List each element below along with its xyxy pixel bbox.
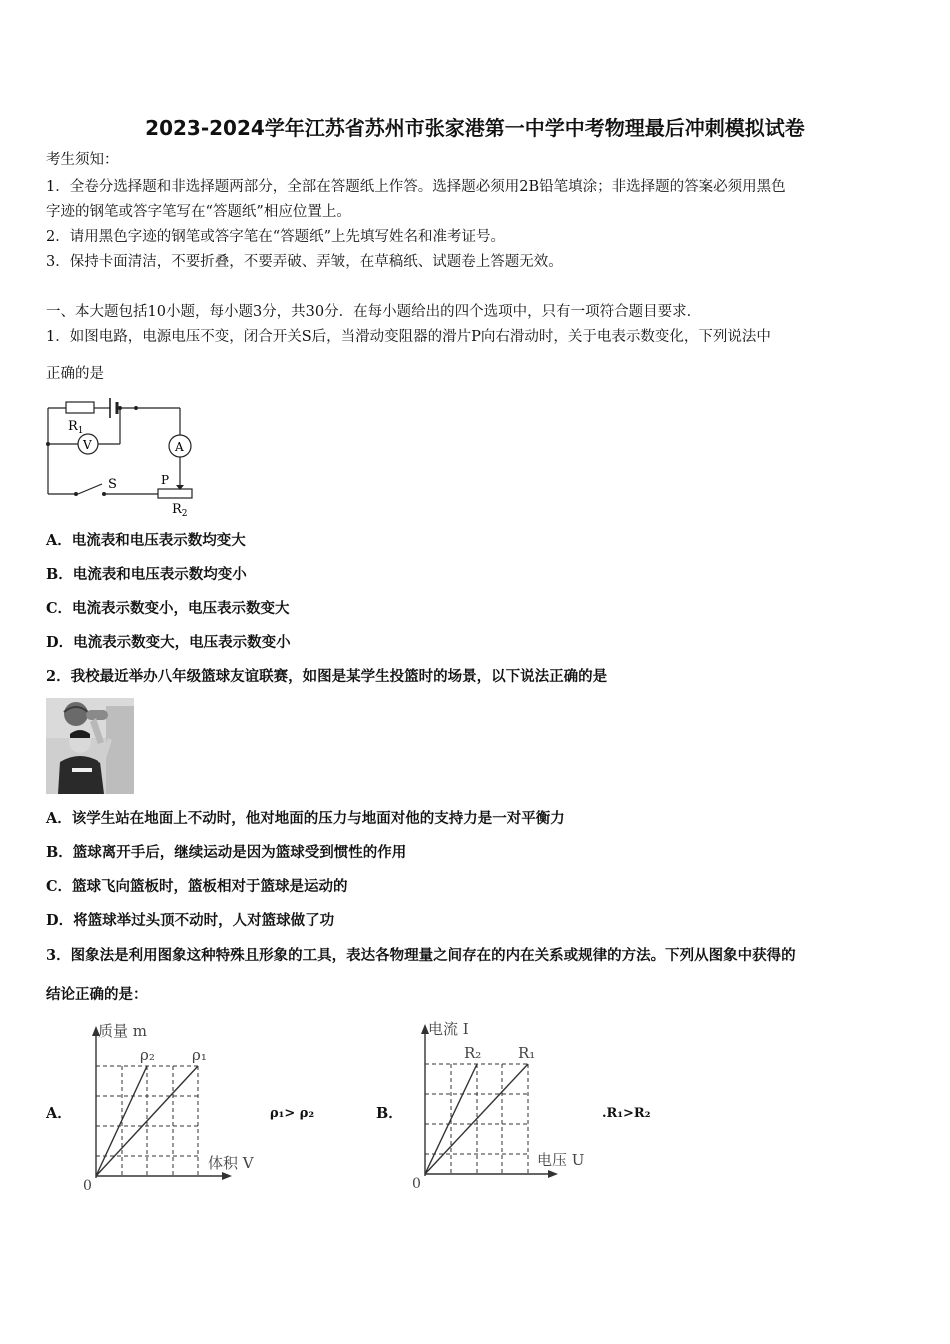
graph-b-line-label: R₂ xyxy=(464,1044,482,1062)
graph-b-origin: 0 xyxy=(412,1176,421,1192)
q1-circuit-diagram xyxy=(40,392,200,522)
notice-item: 1．全卷分选择题和非选择题两部分，全部在答题纸上作答。选择题必须用2B铅笔填涂；非选择题的答案必须用黑色 xyxy=(46,179,786,195)
notice-item: 字迹的钢笔或答字笔写在“答题纸”相应位置上。 xyxy=(46,204,351,220)
page-title: 2023-2024学年江苏省苏州市张家港第一中学中考物理最后冲刺模拟试卷 xyxy=(145,116,805,140)
q2-option-d: D．将篮球举过头顶不动时，人对篮球做了功 xyxy=(46,912,335,929)
q1-stem: 1．如图电路，电源电压不变，闭合开关S后，当滑动变阻器的滑片P向右滑动时，关于电表示数变化，下列说法中 xyxy=(46,329,771,345)
basketball-player-photo xyxy=(46,698,134,794)
q3-graph-b xyxy=(400,1012,610,1194)
graph-a-ylabel: 质量 m xyxy=(98,1022,147,1040)
graph-b-ylabel: 电流 I xyxy=(428,1020,469,1038)
q3-stem: 3．图象法是利用图象这种特殊且形象的工具，表达各物理量之间存在的内在关系或规律的方法。下列从图象中获得的 xyxy=(46,947,796,964)
graph-b-xlabel: 电压 U xyxy=(537,1151,585,1169)
q2-option-b: B．篮球离开手后，继续运动是因为篮球受到惯性的作用 xyxy=(46,844,407,861)
q1-option-d: D．电流表示数变大，电压表示数变小 xyxy=(46,634,291,651)
graph-a-xlabel: 体积 V xyxy=(208,1154,254,1172)
slider-label: P xyxy=(161,473,170,487)
q3-option-a-label: A． xyxy=(46,1105,72,1122)
graph-b-line-label: R₁ xyxy=(518,1044,536,1062)
q3-option-a-text: ρ₁> ρ₂ xyxy=(270,1106,315,1121)
section-heading: 一、本大题包括10小题，每小题3分，共30分．在每小题给出的四个选项中，只有一项符合题目要求． xyxy=(46,304,702,320)
notice-item: 2．请用黑色字迹的钢笔或答字笔在“答题纸”上先填写姓名和准考证号。 xyxy=(46,229,506,245)
switch-label: S xyxy=(108,477,117,492)
graph-a-origin: 0 xyxy=(83,1178,92,1194)
q2-option-a: A．该学生站在地面上不动时，他对地面的压力与地面对他的支持力是一对平衡力 xyxy=(46,810,565,827)
graph-a-line-label: ρ₁ xyxy=(192,1046,207,1064)
notice-item: 3．保持卡面清洁，不要折叠，不要弄破、弄皱，在草稿纸、试题卷上答题无效。 xyxy=(46,254,563,270)
q3-option-b-text: .R₁>R₂ xyxy=(602,1106,651,1121)
q3-option-b-label: B． xyxy=(376,1105,403,1122)
graph-a-line-label: ρ₂ xyxy=(140,1046,155,1064)
r1-label: $R_1$ xyxy=(68,419,84,436)
q2-option-c: C．篮球飞向篮板时，篮板相对于篮球是运动的 xyxy=(46,878,348,895)
q3-graph-a xyxy=(76,1016,276,1194)
q2-stem: 2．我校最近举办八年级篮球友谊联赛，如图是某学生投篮时的场景，以下说法正确的是 xyxy=(46,668,608,685)
q1-option-b: B．电流表和电压表示数均变小 xyxy=(46,566,247,583)
voltmeter-label: V xyxy=(83,438,92,452)
notice-heading: 考生须知： xyxy=(46,152,119,168)
q1-option-a: A．电流表和电压表示数均变大 xyxy=(46,532,246,549)
q1-option-c: C．电流表示数变小，电压表示数变大 xyxy=(46,600,290,617)
q3-stem-cont: 结论正确的是： xyxy=(46,986,148,1003)
q1-stem-cont: 正确的是 xyxy=(46,366,104,382)
ammeter-label: A xyxy=(175,440,184,454)
r2-label: $R_2$ xyxy=(172,502,188,519)
